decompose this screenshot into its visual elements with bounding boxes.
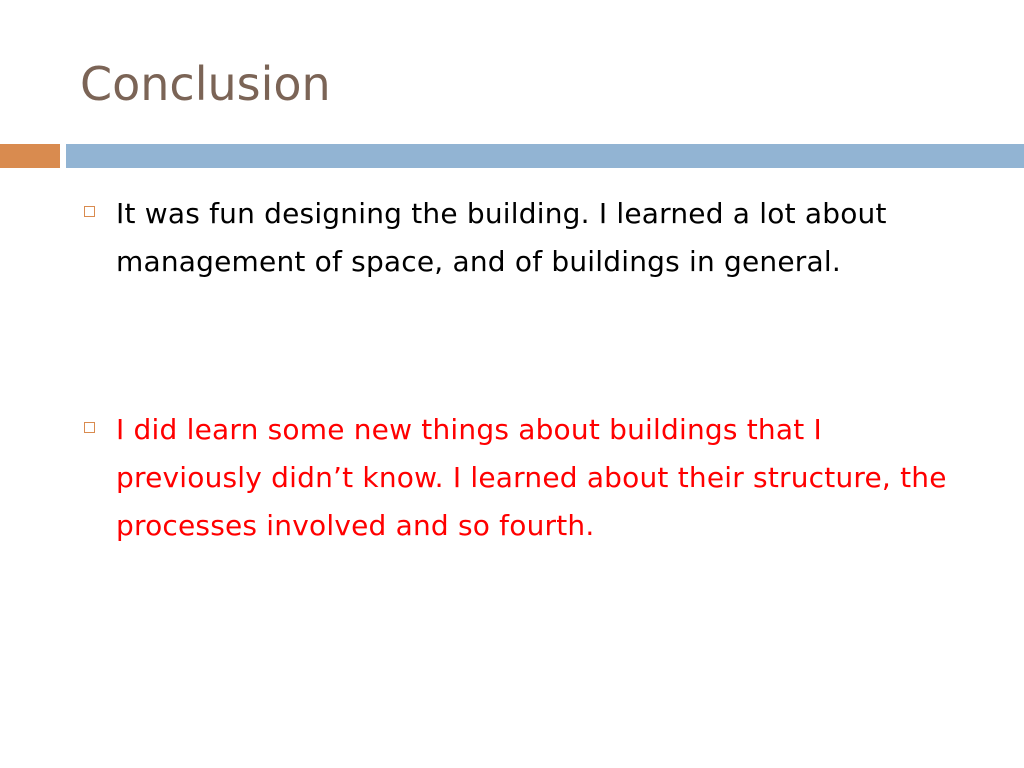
- bullet-item-2: [84, 406, 954, 550]
- square-bullet-icon: [84, 422, 95, 433]
- slide-title: Conclusion: [80, 57, 331, 111]
- accent-bar-blue: [66, 144, 1024, 168]
- bullet-text-2: I did learn some new things about buildings that I previously didn’t know. I learned about their structure, the processes involved and so fourth.: [116, 413, 947, 542]
- accent-bar-orange: [0, 144, 60, 168]
- bullet-item-1: [84, 190, 954, 286]
- bullet-text-1: It was fun designing the building. I learned a lot about management of space, and of buildings in general.: [116, 197, 887, 278]
- square-bullet-icon: [84, 206, 95, 217]
